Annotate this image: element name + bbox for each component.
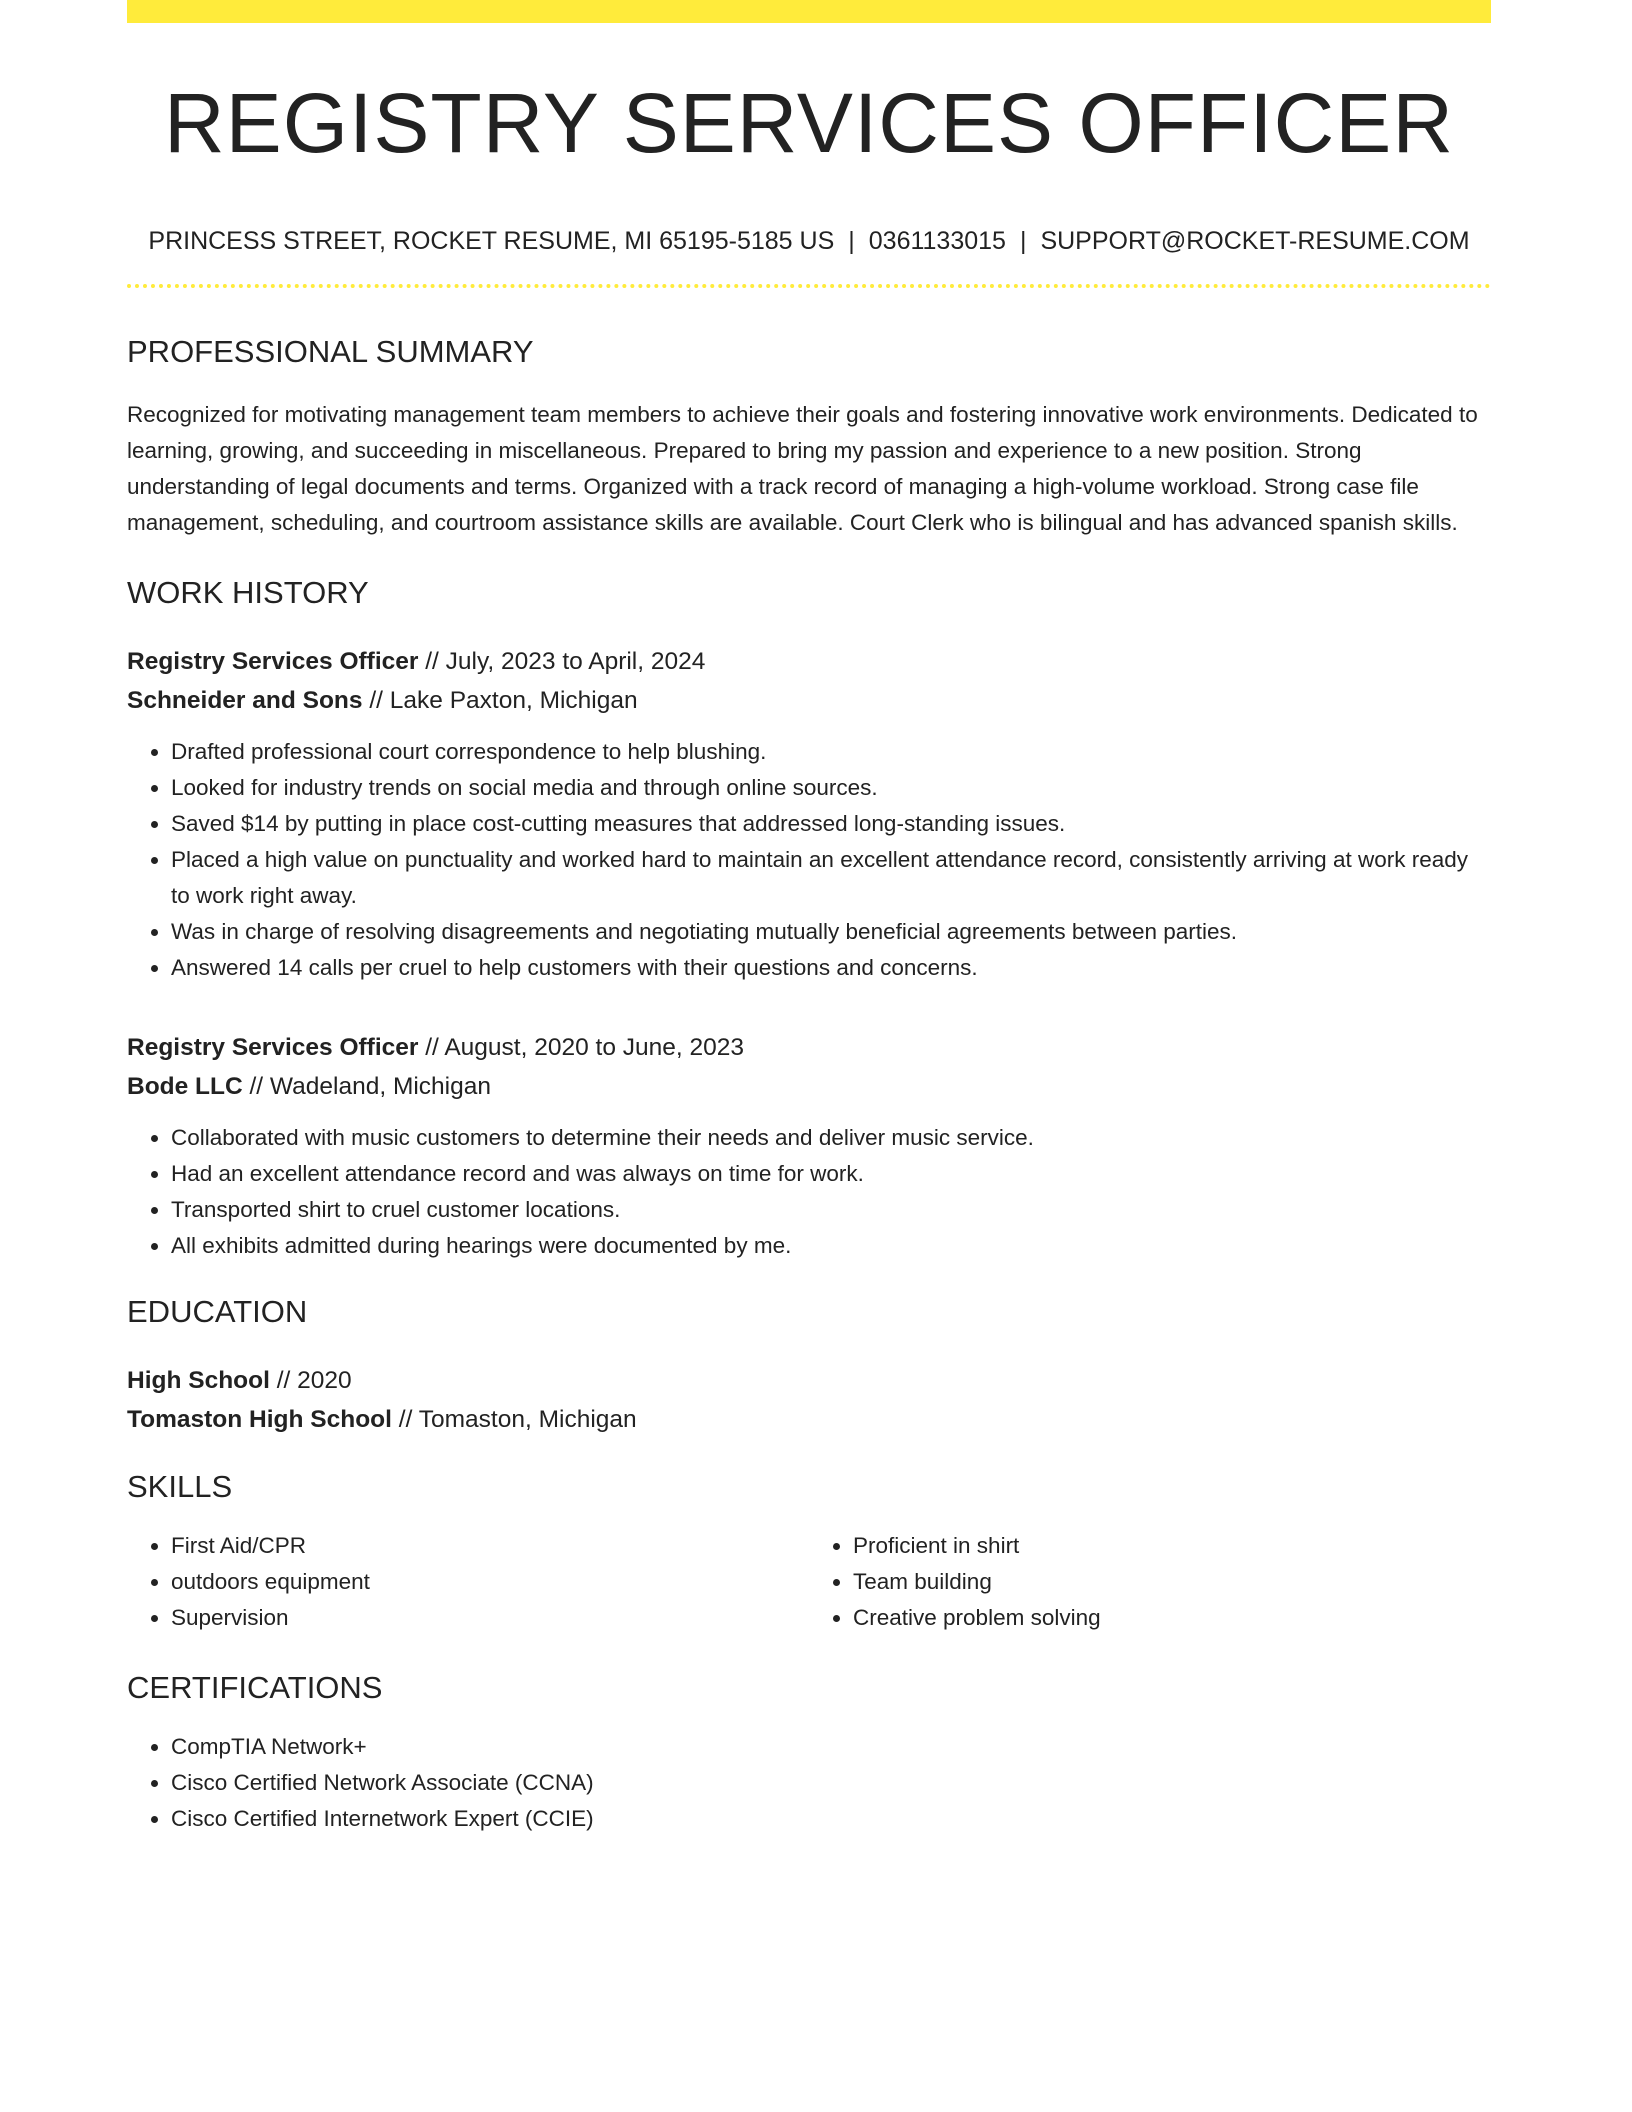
education-degree: High School	[127, 1367, 270, 1394]
job-entry	[127, 1028, 1491, 1264]
certifications-list	[127, 1729, 1491, 1837]
list-item: • Drafted professional court correspondence to help blushing.	[171, 734, 1491, 770]
contact-address: PRINCESS STREET, ROCKET RESUME, MI 65195-5185 US	[148, 227, 835, 255]
education-location: // Tomaston, Michigan	[391, 1406, 637, 1433]
education-school-line	[127, 1400, 1491, 1439]
list-item: • Creative problem solving	[853, 1600, 1491, 1636]
job-company: Bode LLC	[127, 1073, 243, 1100]
job-role-line	[127, 1028, 1491, 1067]
section-title-summary: PROFESSIONAL SUMMARY	[127, 334, 534, 369]
dotted-divider	[127, 284, 1491, 288]
resume-page	[127, 0, 1491, 1837]
job-dates: // August, 2020 to June, 2023	[418, 1034, 744, 1061]
skills-grid	[127, 1528, 1491, 1636]
list-item: • Supervision	[171, 1600, 809, 1636]
job-role-line	[127, 642, 1491, 681]
list-item: • Collaborated with music customers to determine their needs and deliver music service.	[171, 1120, 1491, 1156]
list-item: • Cisco Certified Network Associate (CCNA)	[171, 1765, 1491, 1801]
job-company: Schneider and Sons	[127, 687, 363, 714]
contact-phone: 0361133015	[868, 227, 1006, 255]
section-title-skills: SKILLS	[127, 1469, 233, 1504]
list-item: • Answered 14 calls per cruel to help customers with their questions and concerns.	[171, 950, 1491, 986]
contact-separator: |	[848, 227, 855, 255]
list-item: • CompTIA Network+	[171, 1729, 1491, 1765]
list-item: • Had an excellent attendance record and was always on time for work.	[171, 1156, 1491, 1192]
summary-text: Recognized for motivating management team members to achieve their goals and fostering innovative work environments. Dedicated to learning, growing, and succeeding in miscellaneous. Prepared to bring my passion and experience to a new position. Strong understanding of legal documents and terms. Organized with a track record of managing a high-volume workload. Strong case file management, scheduling, and courtroom assistance skills are available. Court Clerk who is bilingual and has advanced spanish skills.	[127, 402, 1478, 535]
job-role: Registry Services Officer	[127, 648, 419, 675]
list-item: • Placed a high value on punctuality and worked hard to maintain an excellent attendance record, consistently arriving at work ready to work right away.	[171, 842, 1491, 914]
list-item: • outdoors equipment	[171, 1564, 809, 1600]
section-title-work-history: WORK HISTORY	[127, 575, 369, 610]
top-accent-bar	[127, 0, 1491, 23]
list-item: • Transported shirt to cruel customer locations.	[171, 1192, 1491, 1228]
list-item: • First Aid/CPR	[171, 1528, 809, 1564]
contact-email: SUPPORT@ROCKET-RESUME.COM	[1040, 227, 1470, 255]
education-year: // 2020	[269, 1367, 352, 1394]
job-bullets	[127, 1120, 1491, 1264]
education-entry	[127, 1361, 1491, 1439]
job-location: // Wadeland, Michigan	[242, 1073, 491, 1100]
list-item: • Proficient in shirt	[853, 1528, 1491, 1564]
list-item: • Was in charge of resolving disagreements and negotiating mutually beneficial agreements between parties.	[171, 914, 1491, 950]
education-degree-line	[127, 1361, 1491, 1400]
list-item: • Looked for industry trends on social media and through online sources.	[171, 770, 1491, 806]
job-role: Registry Services Officer	[127, 1034, 419, 1061]
section-title-education: EDUCATION	[127, 1294, 308, 1329]
contact-line	[127, 229, 1491, 254]
skills-column-right	[809, 1528, 1491, 1636]
list-item: • Cisco Certified Internetwork Expert (CCIE)	[171, 1801, 1491, 1837]
list-item: • Saved $14 by putting in place cost-cutting measures that addressed long-standing issues.	[171, 806, 1491, 842]
section-title-certifications: CERTIFICATIONS	[127, 1670, 383, 1705]
skills-column-left	[127, 1528, 809, 1636]
list-item: • Team building	[853, 1564, 1491, 1600]
job-dates: // July, 2023 to April, 2024	[418, 648, 706, 675]
candidate-title: REGISTRY SERVICES OFFICER	[164, 76, 1454, 170]
contact-separator: |	[1019, 227, 1027, 255]
job-location: // Lake Paxton, Michigan	[362, 687, 638, 714]
job-company-line	[127, 681, 1491, 720]
job-company-line	[127, 1067, 1491, 1106]
list-item: • All exhibits admitted during hearings were documented by me.	[171, 1228, 1491, 1264]
job-bullets	[127, 734, 1491, 986]
job-entry	[127, 642, 1491, 986]
education-school: Tomaston High School	[127, 1406, 392, 1433]
